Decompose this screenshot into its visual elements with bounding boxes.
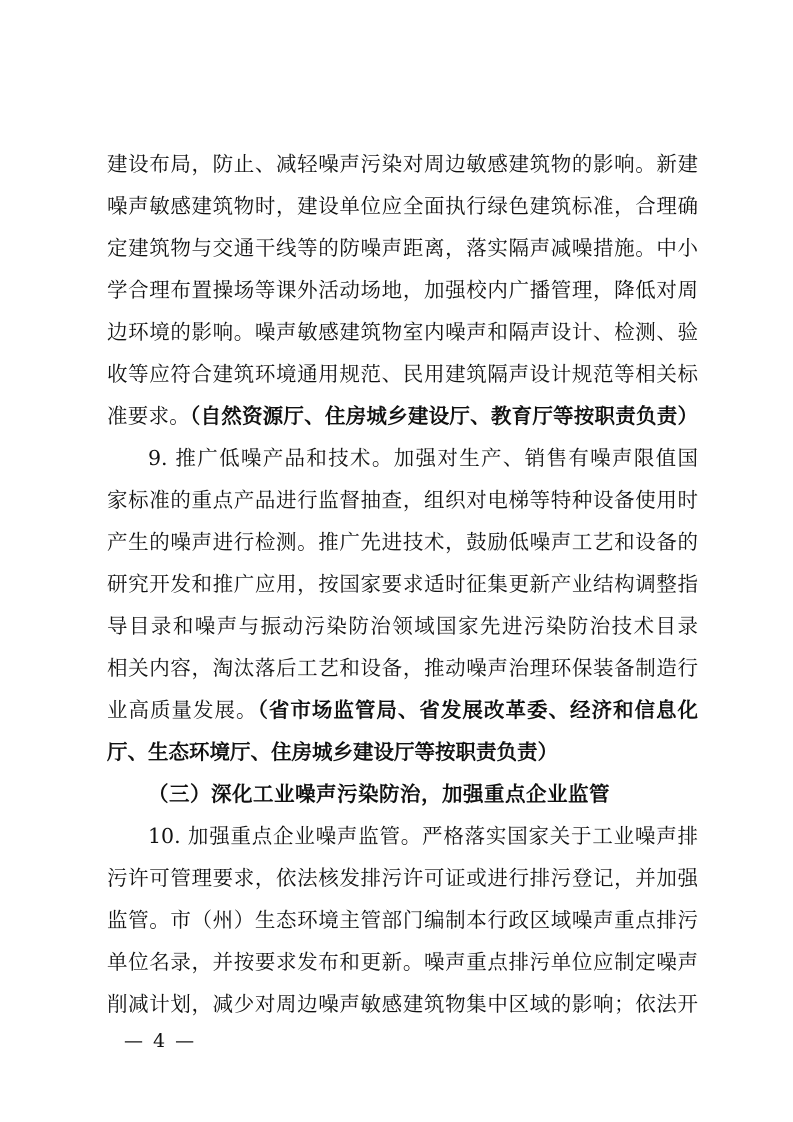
body-text-line: 收等应符合建筑环境通用规范、民用建筑隔声设计规范等相关标 (107, 362, 698, 386)
body-text-segment: 准要求。 (107, 404, 190, 428)
responsibility-note-continued: 厅、生态环境厅、住房城乡建设厅等按职责负责） (107, 740, 558, 764)
section-heading: （三）深化工业噪声污染防治，加强重点企业监管 (148, 782, 610, 806)
responsibility-note: （省市场监管局、省发展改革委、经济和信息化 (257, 698, 698, 722)
page-number: — 4 — (124, 1030, 197, 1052)
body-text-line: 单位名录，并按要求发布和更新。噪声重点排污单位应制定噪声 (107, 950, 698, 974)
responsibility-note: （自然资源厅、住房城乡建设厅、教育厅等按职责负责） (189, 404, 698, 428)
item-10-first-line: 10. 加强重点企业噪声监管。严格落实国家关于工业噪声排 (148, 824, 698, 848)
body-text-segment: 业高质量发展。 (107, 698, 258, 722)
body-text-line: 学合理布置操场等课外活动场地，加强校内广播管理，降低对周 (107, 278, 698, 302)
body-text-line: 相关内容，淘汰落后工艺和设备，推动噪声治理环保装备制造行 (107, 656, 698, 680)
body-text-line: 污许可管理要求，依法核发排污许可证或进行排污登记，并加强 (107, 866, 698, 890)
body-text-line: 研究开发和推广应用，按国家要求适时征集更新产业结构调整指 (107, 572, 698, 596)
body-text-line: 建设布局，防止、减轻噪声污染对周边敏感建筑物的影响。新建 (107, 152, 698, 176)
body-text-line: 产生的噪声进行检测。推广先进技术，鼓励低噪声工艺和设备的 (107, 530, 698, 554)
body-text-line (107, 396, 698, 436)
item-9-first-line: 9. 推广低噪产品和技术。加强对生产、销售有噪声限值国 (148, 446, 698, 470)
body-text-line: 家标准的重点产品进行监督抽查，组织对电梯等特种设备使用时 (107, 488, 698, 512)
body-text-line: 边环境的影响。噪声敏感建筑物室内噪声和隔声设计、检测、验 (107, 320, 698, 344)
body-text-line (107, 690, 698, 730)
body-text-line: 定建筑物与交通干线等的防噪声距离，落实隔声减噪措施。中小 (107, 236, 698, 260)
body-text-line: 监管。市（州）生态环境主管部门编制本行政区域噪声重点排污 (107, 908, 698, 932)
body-text-line: 削减计划，减少对周边噪声敏感建筑物集中区域的影响；依法开 (107, 992, 698, 1016)
body-text-line: 导目录和噪声与振动污染防治领域国家先进污染防治技术目录 (107, 614, 698, 638)
body-text-line: 噪声敏感建筑物时，建设单位应全面执行绿色建筑标准，合理确 (107, 194, 698, 218)
